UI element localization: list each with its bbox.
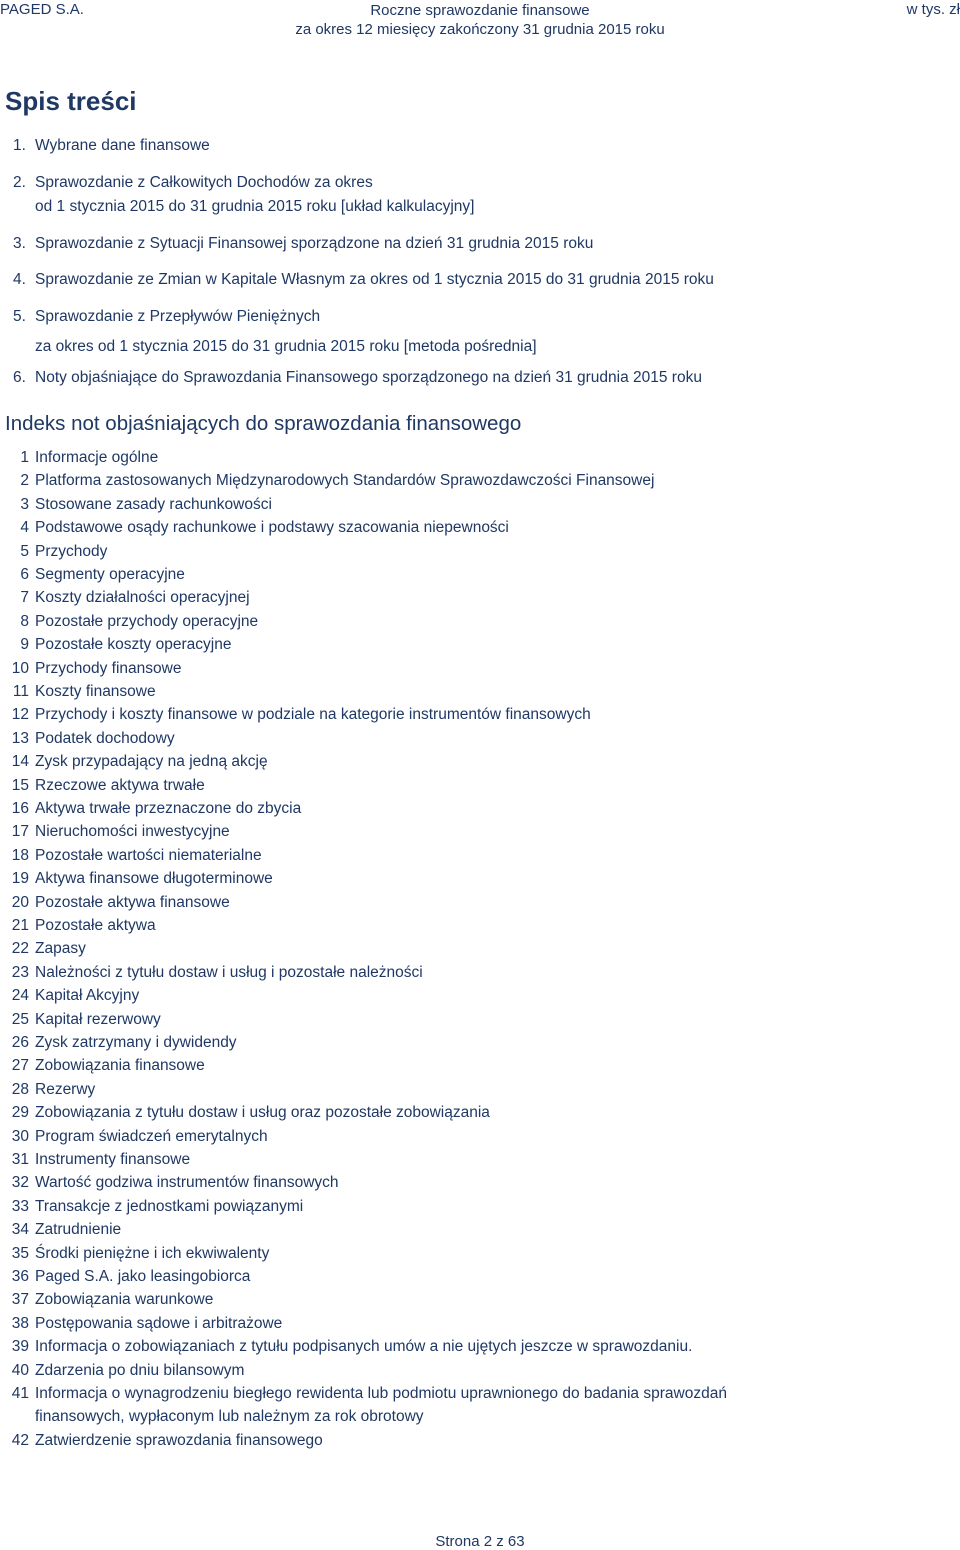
notes-index-item[interactable] [0, 1382, 727, 1429]
company-name: PAGED S.A. [0, 1, 84, 18]
note-number: 33 [11, 1197, 29, 1215]
note-title: Podatek dochodowy [35, 729, 175, 747]
note-number: 35 [11, 1244, 29, 1262]
note-number: 38 [11, 1314, 29, 1332]
note-number: 9 [20, 636, 29, 654]
note-title: Zdarzenia po dniu bilansowym [35, 1361, 245, 1379]
note-title: Zapasy [35, 940, 86, 958]
report-title-line2: za okres 12 miesięcy zakończony 31 grudnia 2015 roku [295, 21, 665, 38]
note-title: Koszty działalności operacyjnej [35, 589, 250, 607]
note-title: Przychody [35, 542, 108, 560]
notes-index-item[interactable] [0, 1054, 205, 1077]
note-title: Pozostałe aktywa [35, 917, 156, 934]
notes-index-item[interactable] [0, 750, 268, 773]
note-title: Koszty finansowe [35, 683, 156, 700]
toc-item[interactable] [13, 232, 593, 256]
notes-index-item[interactable] [0, 1429, 323, 1452]
note-title: Zatwierdzenie sprawozdania finansowego [35, 1431, 323, 1449]
note-title: Transakcje z jednostkami powiązanymi [35, 1197, 304, 1215]
currency-unit: w tys. zł [906, 1, 960, 18]
note-title: Instrumenty finansowe [35, 1151, 191, 1168]
note-title: Pozostałe wartości niematerialne [35, 846, 262, 864]
note-number: 25 [11, 1010, 29, 1028]
toc-item-number: 2. [13, 174, 26, 191]
notes-index-item[interactable] [0, 516, 509, 539]
note-number: 21 [11, 917, 29, 934]
note-number: 30 [11, 1127, 29, 1145]
note-number: 6 [20, 566, 29, 583]
page-header [0, 0, 960, 40]
notes-index-item[interactable] [0, 680, 156, 703]
note-title: Informacje ogólne [35, 449, 159, 466]
note-number: 37 [11, 1291, 29, 1309]
note-title: Platforma zastosowanych Międzynarodowych Standardów Sprawozdawczości Finansowej [35, 472, 655, 490]
note-title: Informacja o wynagrodzeniu biegłego rewidenta lub podmiotu uprawnionego do badania sprawozdań [35, 1385, 727, 1402]
note-title: Zysk przypadający na jedną akcję [35, 753, 268, 771]
note-number: 29 [11, 1104, 29, 1122]
notes-index-item[interactable] [0, 1242, 269, 1265]
note-number: 3 [20, 495, 29, 513]
notes-index-item[interactable] [0, 1265, 250, 1288]
notes-index-title: Indeks not objaśniających do sprawozdania finansowego [5, 412, 522, 435]
toc-item-number: 5. [13, 308, 26, 325]
note-title: Informacja o zobowiązaniach z tytułu podpisanych umów a nie ujętych jeszcze w sprawozdaniu. [35, 1338, 693, 1356]
notes-index-item[interactable] [0, 1101, 490, 1124]
note-number: 11 [12, 683, 29, 700]
notes-index-item[interactable] [0, 1335, 692, 1358]
toc-item-label: Sprawozdanie z Sytuacji Finansowej sporządzone na dzień 31 grudnia 2015 roku [35, 235, 594, 252]
toc-item[interactable] [13, 134, 210, 158]
note-title: Rezerwy [35, 1080, 96, 1098]
toc-item-label: Sprawozdanie z Całkowitych Dochodów za okres [35, 174, 373, 191]
note-number: 31 [11, 1151, 29, 1168]
notes-index-item[interactable] [0, 657, 181, 680]
note-title: Aktywa finansowe długoterminowe [35, 870, 273, 888]
toc-item-number: 3. [13, 235, 26, 252]
note-number: 24 [11, 987, 29, 1005]
note-title: Rzeczowe aktywa trwałe [35, 776, 205, 794]
notes-index-item[interactable] [0, 1125, 268, 1148]
note-number: 5 [20, 542, 29, 560]
notes-index-item[interactable] [0, 540, 107, 563]
note-title: Wartość godziwa instrumentów finansowych [35, 1174, 339, 1192]
notes-index-item[interactable] [0, 1288, 213, 1311]
note-number: 41 [11, 1385, 29, 1402]
note-title: Kapitał Akcyjny [35, 987, 140, 1005]
note-title: Program świadczeń emerytalnych [35, 1127, 268, 1145]
note-title: Przychody finansowe [35, 659, 182, 677]
note-number: 13 [11, 729, 29, 747]
notes-index-item[interactable] [0, 493, 272, 516]
notes-index-item[interactable] [0, 961, 423, 984]
note-number: 17 [11, 823, 29, 841]
note-title: Podstawowe osądy rachunkowe i podstawy szacowania niepewności [35, 519, 509, 537]
notes-index-item[interactable] [0, 844, 262, 867]
note-number: 12 [11, 706, 29, 724]
note-title: Segmenty operacyjne [35, 566, 185, 583]
notes-index-item[interactable] [0, 774, 205, 797]
note-number: 32 [11, 1174, 29, 1192]
notes-index-item[interactable] [0, 1218, 121, 1241]
toc-title: Spis treści [5, 86, 137, 116]
note-number: 20 [11, 893, 29, 911]
note-number: 23 [11, 963, 29, 981]
toc-item[interactable] [13, 305, 537, 359]
notes-index-item[interactable] [0, 633, 231, 656]
notes-index-item[interactable] [0, 1171, 339, 1194]
note-number: 22 [11, 940, 29, 958]
note-title: Nieruchomości inwestycyjne [35, 823, 230, 841]
report-title-line1: Roczne sprawozdanie finansowe [370, 2, 590, 19]
notes-index-item[interactable] [0, 984, 139, 1007]
note-title: Środki pieniężne i ich ekwiwalenty [35, 1244, 270, 1262]
note-title: Zobowiązania z tytułu dostaw i usług oraz pozostałe zobowiązania [35, 1104, 490, 1122]
notes-index-item[interactable] [0, 1031, 237, 1054]
notes-index-item[interactable] [0, 1078, 95, 1101]
note-number: 7 [20, 589, 29, 607]
notes-index-item[interactable] [0, 1148, 190, 1171]
note-number: 18 [11, 846, 29, 864]
toc-item-number: 4. [13, 271, 26, 288]
toc-item-label: Noty objaśniające do Sprawozdania Finansowego sporządzonego na dzień 31 grudnia 2015 roku [35, 369, 702, 386]
notes-index-item[interactable] [0, 891, 230, 914]
notes-index-item[interactable] [0, 469, 654, 492]
note-title: Zobowiązania warunkowe [35, 1291, 214, 1309]
notes-index-item[interactable] [0, 820, 230, 843]
notes-index-item[interactable] [0, 446, 158, 469]
note-number: 15 [11, 776, 29, 794]
toc-item-label-continued: od 1 stycznia 2015 do 31 grudnia 2015 roku [układ kalkulacyjny] [35, 198, 475, 215]
notes-index-item[interactable] [0, 610, 258, 633]
notes-index-item[interactable] [0, 937, 86, 960]
note-title: Kapitał rezerwowy [35, 1010, 161, 1028]
note-title-continued: finansowych, wypłaconym lub należnym za rok obrotowy [35, 1408, 424, 1426]
note-title: Zobowiązania finansowe [35, 1057, 205, 1075]
note-number: 26 [11, 1034, 29, 1051]
toc-item-label: Sprawozdanie z Przepływów Pieniężnych [35, 308, 321, 325]
report-title [0, 1, 960, 39]
note-number: 1 [20, 449, 29, 466]
note-number: 8 [20, 612, 29, 630]
note-number: 27 [11, 1057, 29, 1075]
toc-item[interactable] [13, 366, 702, 390]
note-number: 42 [11, 1431, 29, 1449]
note-number: 10 [11, 659, 29, 677]
note-number: 2 [20, 472, 29, 490]
toc-item[interactable] [13, 171, 474, 219]
note-title: Przychody i koszty finansowe w podziale na kategorie instrumentów finansowych [35, 706, 591, 724]
notes-index-item[interactable] [0, 867, 273, 890]
note-number: 39 [11, 1338, 29, 1356]
toc-item-number: 1. [13, 137, 26, 154]
notes-index-item[interactable] [0, 914, 156, 937]
note-number: 40 [11, 1361, 29, 1379]
toc-item-label: Wybrane dane finansowe [35, 137, 210, 154]
notes-index-item[interactable] [0, 1008, 161, 1031]
notes-index-item[interactable] [0, 797, 301, 820]
notes-index-item[interactable] [0, 727, 175, 750]
note-title: Należności z tytułu dostaw i usług i pozostałe należności [35, 963, 423, 981]
note-number: 4 [20, 519, 29, 537]
note-title: Stosowane zasady rachunkowości [35, 495, 272, 513]
note-title: Paged S.A. jako leasingobiorca [35, 1268, 251, 1285]
note-title: Pozostałe przychody operacyjne [35, 612, 259, 630]
toc-item-number: 6. [13, 369, 26, 386]
note-title: Zatrudnienie [35, 1221, 122, 1239]
notes-index-item[interactable] [0, 703, 591, 726]
notes-index-item[interactable] [0, 1195, 303, 1218]
notes-index-item[interactable] [0, 1359, 244, 1382]
note-number: 36 [11, 1268, 29, 1285]
page-number: Strona 2 z 63 [435, 1533, 525, 1550]
notes-index-item[interactable] [0, 586, 250, 609]
note-number: 19 [11, 870, 29, 888]
toc-item-label: Sprawozdanie ze Zmian w Kapitale Własnym za okres od 1 stycznia 2015 do 31 grudnia 2015 roku [35, 271, 714, 288]
toc-item[interactable] [13, 268, 714, 292]
notes-index-item[interactable] [0, 563, 185, 586]
note-number: 28 [11, 1080, 29, 1098]
note-number: 16 [11, 800, 29, 817]
note-title: Zysk zatrzymany i dywidendy [35, 1034, 237, 1051]
note-title: Aktywa trwałe przeznaczone do zbycia [35, 800, 302, 817]
toc-item-label-continued: za okres od 1 stycznia 2015 do 31 grudnia 2015 roku [metoda pośrednia] [35, 338, 537, 355]
note-title: Postępowania sądowe i arbitrażowe [35, 1314, 283, 1332]
note-number: 14 [11, 753, 29, 771]
notes-index-item[interactable] [0, 1312, 282, 1335]
note-number: 34 [11, 1221, 29, 1239]
note-title: Pozostałe koszty operacyjne [35, 636, 232, 654]
note-title: Pozostałe aktywa finansowe [35, 893, 230, 911]
